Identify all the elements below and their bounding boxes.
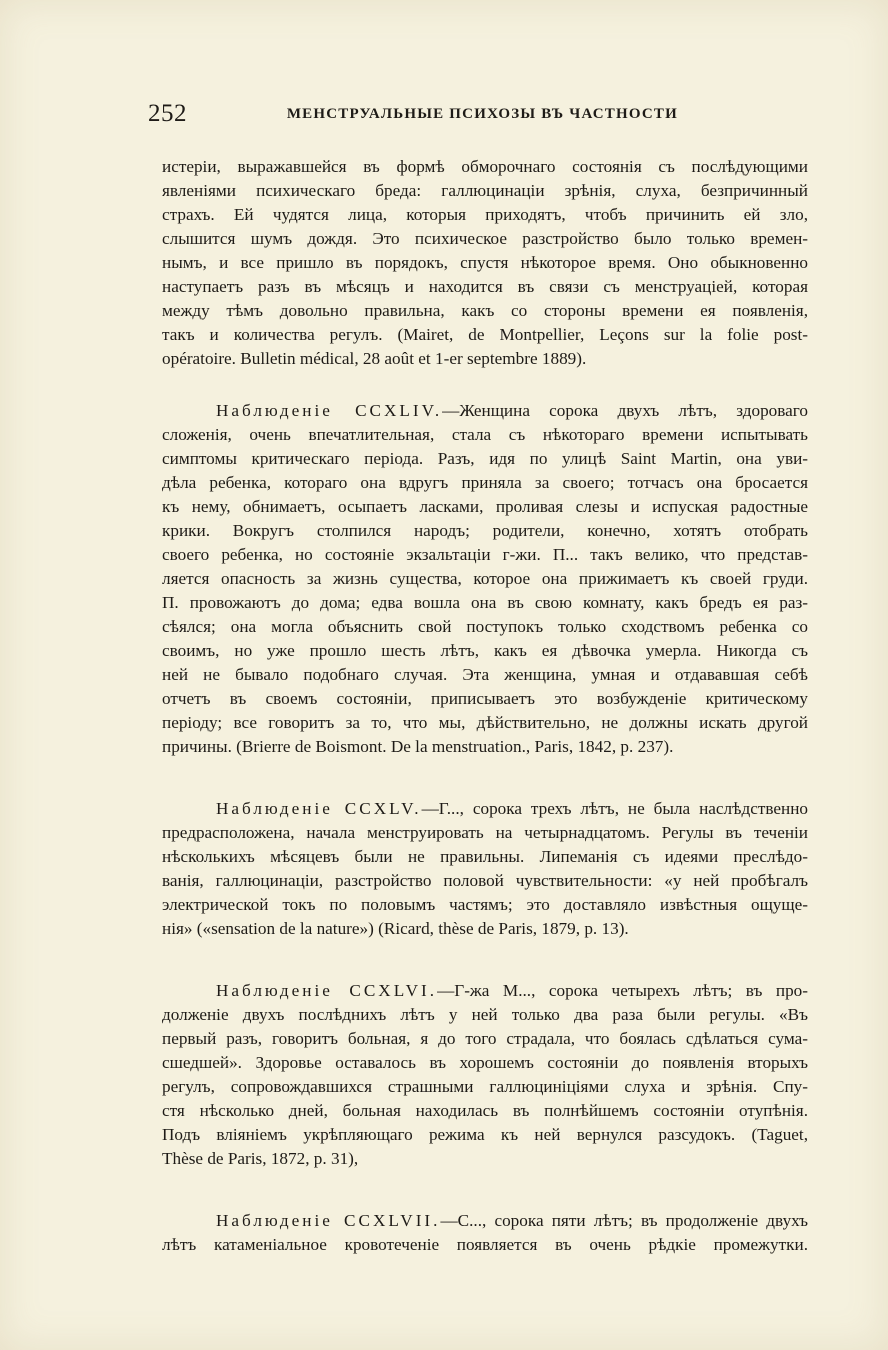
observation-label: Наблюденіе CCXLVI.	[216, 981, 438, 1000]
text-line: крики. Вокругъ столпился народъ; родители, конечно, хотятъ отобрать	[162, 521, 808, 540]
text-line: предрасположена, начала менструировать на четырнадцатомъ. Регулы въ теченіи	[162, 823, 808, 842]
text-line: дѣла ребенка, котораго она вдругъ приняла за своего; тотчасъ она бросается	[162, 473, 808, 492]
paragraph-gap	[162, 759, 808, 797]
paragraph-gap	[162, 1171, 808, 1209]
text-line: стя нѣсколько дней, больная находилась въ полнѣйшемъ состояніи отупѣнія.	[162, 1101, 808, 1120]
text-line: регулъ, сопровождавшихся страшными галлюциніціями слуха и зрѣнія. Спу-	[162, 1077, 808, 1096]
text-line: электрической токъ по половымъ частямъ; это доставляло извѣстныя ощуще-	[162, 895, 808, 914]
text-line: страхъ. Ей чудятся лица, которыя приходятъ, чтобъ причинить ей зло,	[162, 205, 808, 224]
paragraph-gap	[162, 371, 808, 399]
observation-ccxlv	[162, 797, 808, 941]
text-line-rest: —С..., сорока пяти лѣтъ; въ продолженіе двухъ	[440, 1211, 808, 1230]
page-number: 252	[148, 100, 187, 127]
text-line: П. провожаютъ до дома; едва вошла она въ свою комнату, какъ бредъ ея раз-	[162, 593, 808, 612]
text-line: долженіе двухъ послѣднихъ лѣтъ у ней только два раза были регулы. «Въ	[162, 1005, 808, 1024]
text-line: ней не бывало подобнаго случая. Эта женщина, умная и отдававшая себѣ	[162, 665, 808, 684]
observation-label: Наблюденіе CCXLV.	[216, 799, 422, 818]
running-title: МЕНСТРУАЛЬНЫЕ ПСИХОЗЫ ВЪ ЧАСТНОСТИ	[286, 106, 678, 122]
text-line	[162, 797, 808, 821]
observation-ccxlvi	[162, 979, 808, 1171]
paragraph-gap	[162, 941, 808, 979]
text-line: лѣтъ катаменіальное кровотеченіе появляется въ очень рѣдкіе промежутки.	[162, 1235, 808, 1254]
text-line: ляется опасность за жизнь существа, которое она прижимаетъ къ своей груди.	[162, 569, 808, 588]
text-line: къ нему, обнимаетъ, осыпаетъ ласками, проливая слезы и испуская радостные	[162, 497, 808, 516]
page-body	[162, 155, 808, 1257]
text-line: Thèse de Paris, 1872, p. 31),	[162, 1149, 359, 1168]
text-line: истеріи, выражавшейся въ формѣ обморочнаго состоянія съ послѣдующими	[162, 157, 808, 176]
text-line: симптомы критическаго періода. Разъ, идя по улицѣ Saint Martin, она уви-	[162, 449, 808, 468]
text-line-rest: —Г-жа М..., сорока четырехъ лѣтъ; въ про-	[437, 981, 808, 1000]
text-line: причины. (Brierre de Boismont. De la menstruation., Paris, 1842, p. 237).	[162, 737, 674, 756]
text-line-rest: —Женщина сорока двухъ лѣтъ, здороваго	[442, 401, 808, 420]
observation-label: Наблюденіе CCXLIV.	[216, 401, 443, 420]
text-line	[162, 1209, 808, 1233]
text-line: сшедшей». Здоровье оставалось въ хорошемъ состояніи до появленія вторыхъ	[162, 1053, 808, 1072]
text-line	[162, 399, 808, 423]
text-line: нѣсколькихъ мѣсяцевъ были не правильны. Липеманія съ идеями преслѣдо-	[162, 847, 808, 866]
page-header	[148, 100, 678, 132]
text-line: ванія, галлюцинаціи, разстройство половой чувствительности: «у ней пробѣгалъ	[162, 871, 808, 890]
text-line-rest: —Г..., сорока трехъ лѣтъ, не была наслѣдственно	[421, 799, 808, 818]
observation-label: Наблюденіе CCXLVII.	[216, 1211, 441, 1230]
text-line: своимъ, но уже прошло шесть лѣтъ, какъ ея дѣвочка умерла. Никогда съ	[162, 641, 808, 660]
text-line: отчетъ въ своемъ состояніи, приписываетъ это возбужденіе критическому	[162, 689, 808, 708]
text-line: сѣялся; она могла объяснить свой поступокъ только сходствомъ ребенка со	[162, 617, 808, 636]
text-line: сложенія, очень впечатлительная, стала съ нѣкотораго времени испытывать	[162, 425, 808, 444]
text-line: нымъ, и все пришло въ порядокъ, спустя нѣкоторое время. Оно обыкновенно	[162, 253, 808, 272]
text-line: явленіями психическаго бреда: галлюцинаціи зрѣнія, слуха, безпричинный	[162, 181, 808, 200]
text-line: своего ребенка, но состояніе экзальтаціи г-жи. П... такъ велико, что представ-	[162, 545, 808, 564]
text-line: слышится шумъ дождя. Это психическое разстройство было только времен-	[162, 229, 808, 248]
observation-ccxlvii	[162, 1209, 808, 1257]
text-line: такъ и количества регулъ. (Mairet, de Montpellier, Leçons sur la folie post-	[162, 325, 808, 344]
text-line: Подъ вліяніемъ укрѣпляющаго режима къ ней вернулся разсудокъ. (Taguet,	[162, 1125, 808, 1144]
text-line: между тѣмъ довольно правильна, какъ со стороны времени ея появленія,	[162, 301, 808, 320]
text-line	[162, 979, 808, 1003]
text-line: opératoire. Bulletin médical, 28 août et 1-er septembre 1889).	[162, 349, 587, 368]
paragraph-continuation	[162, 155, 808, 371]
text-line: наступаетъ разъ въ мѣсяцъ и находится въ связи съ менструаціей, которая	[162, 277, 808, 296]
text-line: періоду; все говоритъ за то, что мы, дѣйствительно, не должны искать другой	[162, 713, 808, 732]
text-line: нія» («sensation de la nature») (Ricard, thèse de Paris, 1879, p. 13).	[162, 919, 629, 938]
observation-ccxliv	[162, 399, 808, 759]
text-line: первый разъ, говоритъ больная, я до того страдала, что боялась сдѣлаться сума-	[162, 1029, 808, 1048]
